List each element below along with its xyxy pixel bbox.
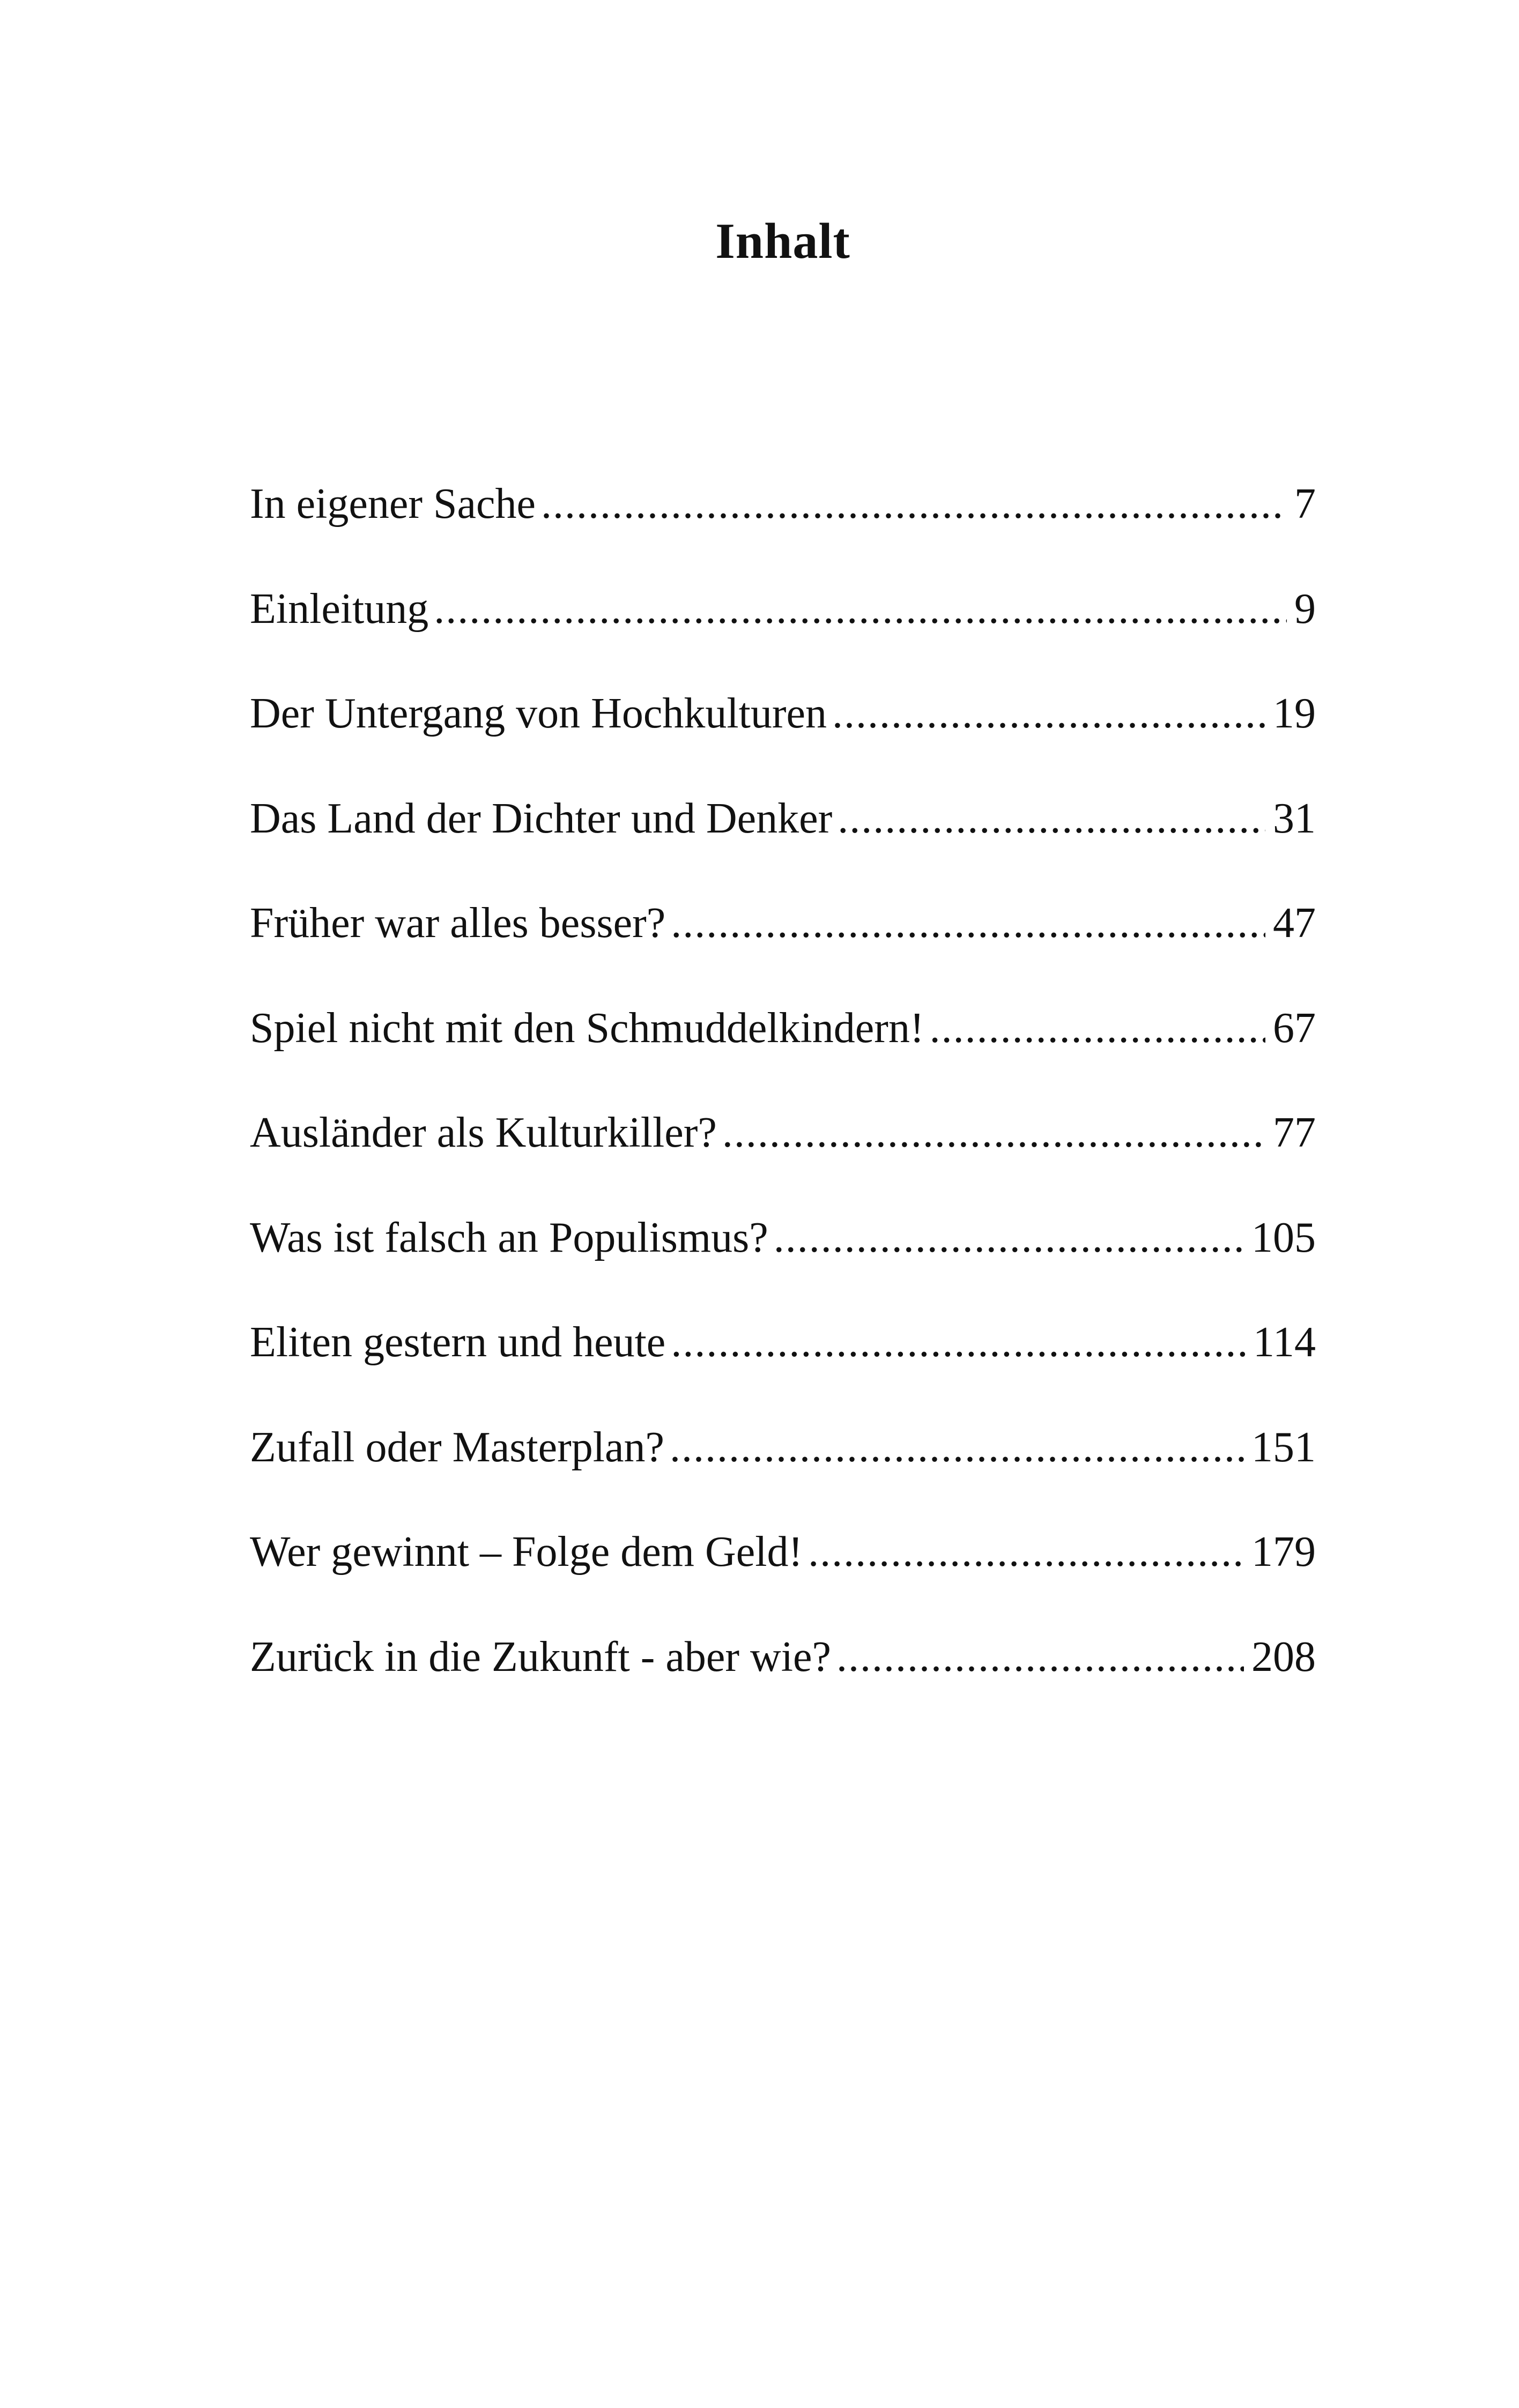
toc-entry-title: Wer gewinnt – Folge dem Geld! <box>250 1528 803 1575</box>
toc-entry-page: 151 <box>1251 1423 1316 1471</box>
toc-entry <box>250 585 1316 693</box>
toc-dot-leader <box>774 1216 1244 1259</box>
toc-entry-page: 7 <box>1294 480 1316 527</box>
toc-dot-leader <box>838 797 1265 840</box>
toc-dot-leader <box>671 1321 1246 1364</box>
page-title: Inhalt <box>715 213 850 269</box>
toc-entry-page: 31 <box>1273 794 1316 842</box>
toc-entry-title: Das Land der Dichter und Denker <box>250 794 833 842</box>
toc-entry-page: 179 <box>1251 1528 1316 1575</box>
toc-dot-leader <box>832 692 1265 735</box>
toc-entry <box>250 902 1316 1007</box>
toc-entry <box>250 794 1316 902</box>
toc-entry-title: Spiel nicht mit den Schmuddelkindern! <box>250 1004 924 1052</box>
toc-entry-page: 47 <box>1273 900 1316 947</box>
toc-entry-page: 19 <box>1273 690 1316 737</box>
toc-entry-title: Früher war alles besser? <box>250 900 666 947</box>
toc-entry <box>250 1423 1316 1531</box>
table-of-contents <box>250 482 1316 1740</box>
toc-entry-title: Der Untergang von Hochkulturen <box>250 690 827 737</box>
toc-dot-leader <box>836 1636 1244 1678</box>
toc-entry <box>250 1216 1316 1321</box>
toc-entry-page: 9 <box>1294 585 1316 633</box>
toc-dot-leader <box>670 1426 1244 1469</box>
toc-dot-leader <box>541 482 1287 525</box>
toc-dot-leader <box>930 1007 1265 1050</box>
toc-entry-page: 77 <box>1273 1109 1316 1156</box>
toc-entry <box>250 1321 1316 1426</box>
toc-entry-title: Ausländer als Kulturkiller? <box>250 1109 717 1156</box>
toc-entry-title: In eigener Sache <box>250 480 536 527</box>
toc-entry-title: Was ist falsch an Populismus? <box>250 1214 768 1261</box>
toc-entry-title: Zufall oder Masterplan? <box>250 1423 665 1471</box>
toc-entry-page: 67 <box>1273 1004 1316 1052</box>
toc-entry <box>250 692 1316 797</box>
toc-entry-page: 105 <box>1251 1214 1316 1261</box>
toc-dot-leader <box>808 1530 1244 1573</box>
toc-entry <box>250 1004 1316 1112</box>
toc-entry-page: 114 <box>1253 1319 1316 1366</box>
toc-entry-page: 208 <box>1251 1633 1316 1681</box>
toc-entry <box>250 482 1316 588</box>
toc-entry-title: Einleitung <box>250 585 429 633</box>
toc-entry <box>250 1530 1316 1636</box>
toc-entry <box>250 1111 1316 1216</box>
toc-entry-title: Zurück in die Zukunft - aber wie? <box>250 1633 832 1681</box>
toc-entry-title: Eliten gestern und heute <box>250 1319 666 1366</box>
toc-dot-leader <box>434 588 1287 630</box>
toc-entry <box>250 1633 1316 1741</box>
toc-dot-leader <box>671 902 1265 945</box>
toc-dot-leader <box>722 1111 1265 1154</box>
